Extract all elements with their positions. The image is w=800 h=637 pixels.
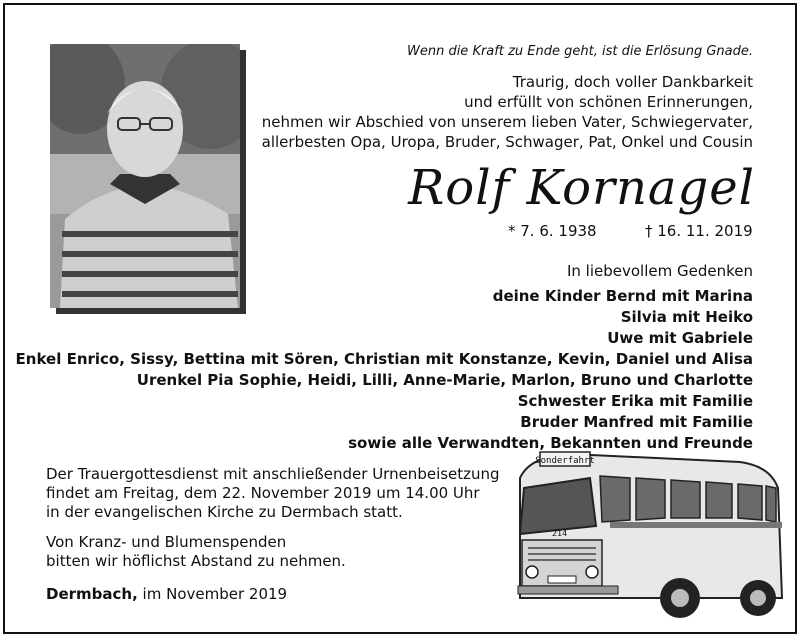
mourner-line: Bruder Manfred mit Familie	[520, 413, 753, 431]
mourner-line: Silvia mit Heiko	[620, 308, 753, 326]
mourner-line: Uwe mit Gabriele	[607, 329, 753, 347]
deceased-name: Rolf Kornagel	[408, 160, 755, 216]
bus-number: 214	[552, 529, 568, 538]
flowers-line: bitten wir höflichst Abstand zu nehmen.	[46, 552, 346, 570]
service-info	[46, 465, 500, 522]
bus-image	[500, 448, 790, 624]
intro-line: Traurig, doch voller Dankbarkeit	[512, 73, 753, 91]
service-line: findet am Freitag, dem 22. November 2019 um 14.00 Uhr	[46, 484, 480, 502]
service-line: in der evangelischen Kirche zu Dermbach statt.	[46, 503, 403, 521]
memory-line: In liebevollem Gedenken	[566, 262, 753, 280]
flowers-line: Von Kranz- und Blumenspenden	[46, 533, 287, 551]
flowers-note	[46, 533, 346, 571]
motto: Wenn die Kraft zu Ende geht, ist die Erlösung Gnade.	[406, 44, 753, 59]
mourner-line: sowie alle Verwandten, Bekannten und Freunde	[348, 434, 753, 452]
intro-line: allerbesten Opa, Uropa, Bruder, Schwager, Pat, Onkel und Cousin	[261, 133, 753, 151]
mourner-line: deine Kinder Bernd mit Marina	[492, 287, 753, 305]
place-date-text: im November 2019	[137, 585, 288, 603]
place-date	[46, 585, 287, 604]
portrait-photo	[50, 44, 240, 308]
bus-sign: Sonderfahrt	[535, 456, 595, 466]
mourners-list	[16, 286, 753, 454]
mourner-line: Enkel Enrico, Sissy, Bettina mit Sören, Christian mit Konstanze, Kevin, Daniel und Alisa	[15, 350, 753, 368]
service-line: Der Trauergottesdienst mit anschließender Urnenbeisetzung	[46, 465, 500, 483]
death-date: † 16. 11. 2019	[645, 222, 753, 240]
mourner-line: Urenkel Pia Sophie, Heidi, Lilli, Anne-Marie, Marlon, Bruno und Charlotte	[136, 371, 753, 389]
mourner-line: Schwester Erika mit Familie	[517, 392, 753, 410]
birth-date: * 7. 6. 1938	[508, 222, 597, 240]
intro-line: nehmen wir Abschied von unserem lieben Vater, Schwiegervater,	[261, 113, 753, 131]
place-name: Dermbach,	[46, 585, 138, 603]
intro-text	[262, 72, 753, 152]
intro-line: und erfüllt von schönen Erinnerungen,	[464, 93, 753, 111]
